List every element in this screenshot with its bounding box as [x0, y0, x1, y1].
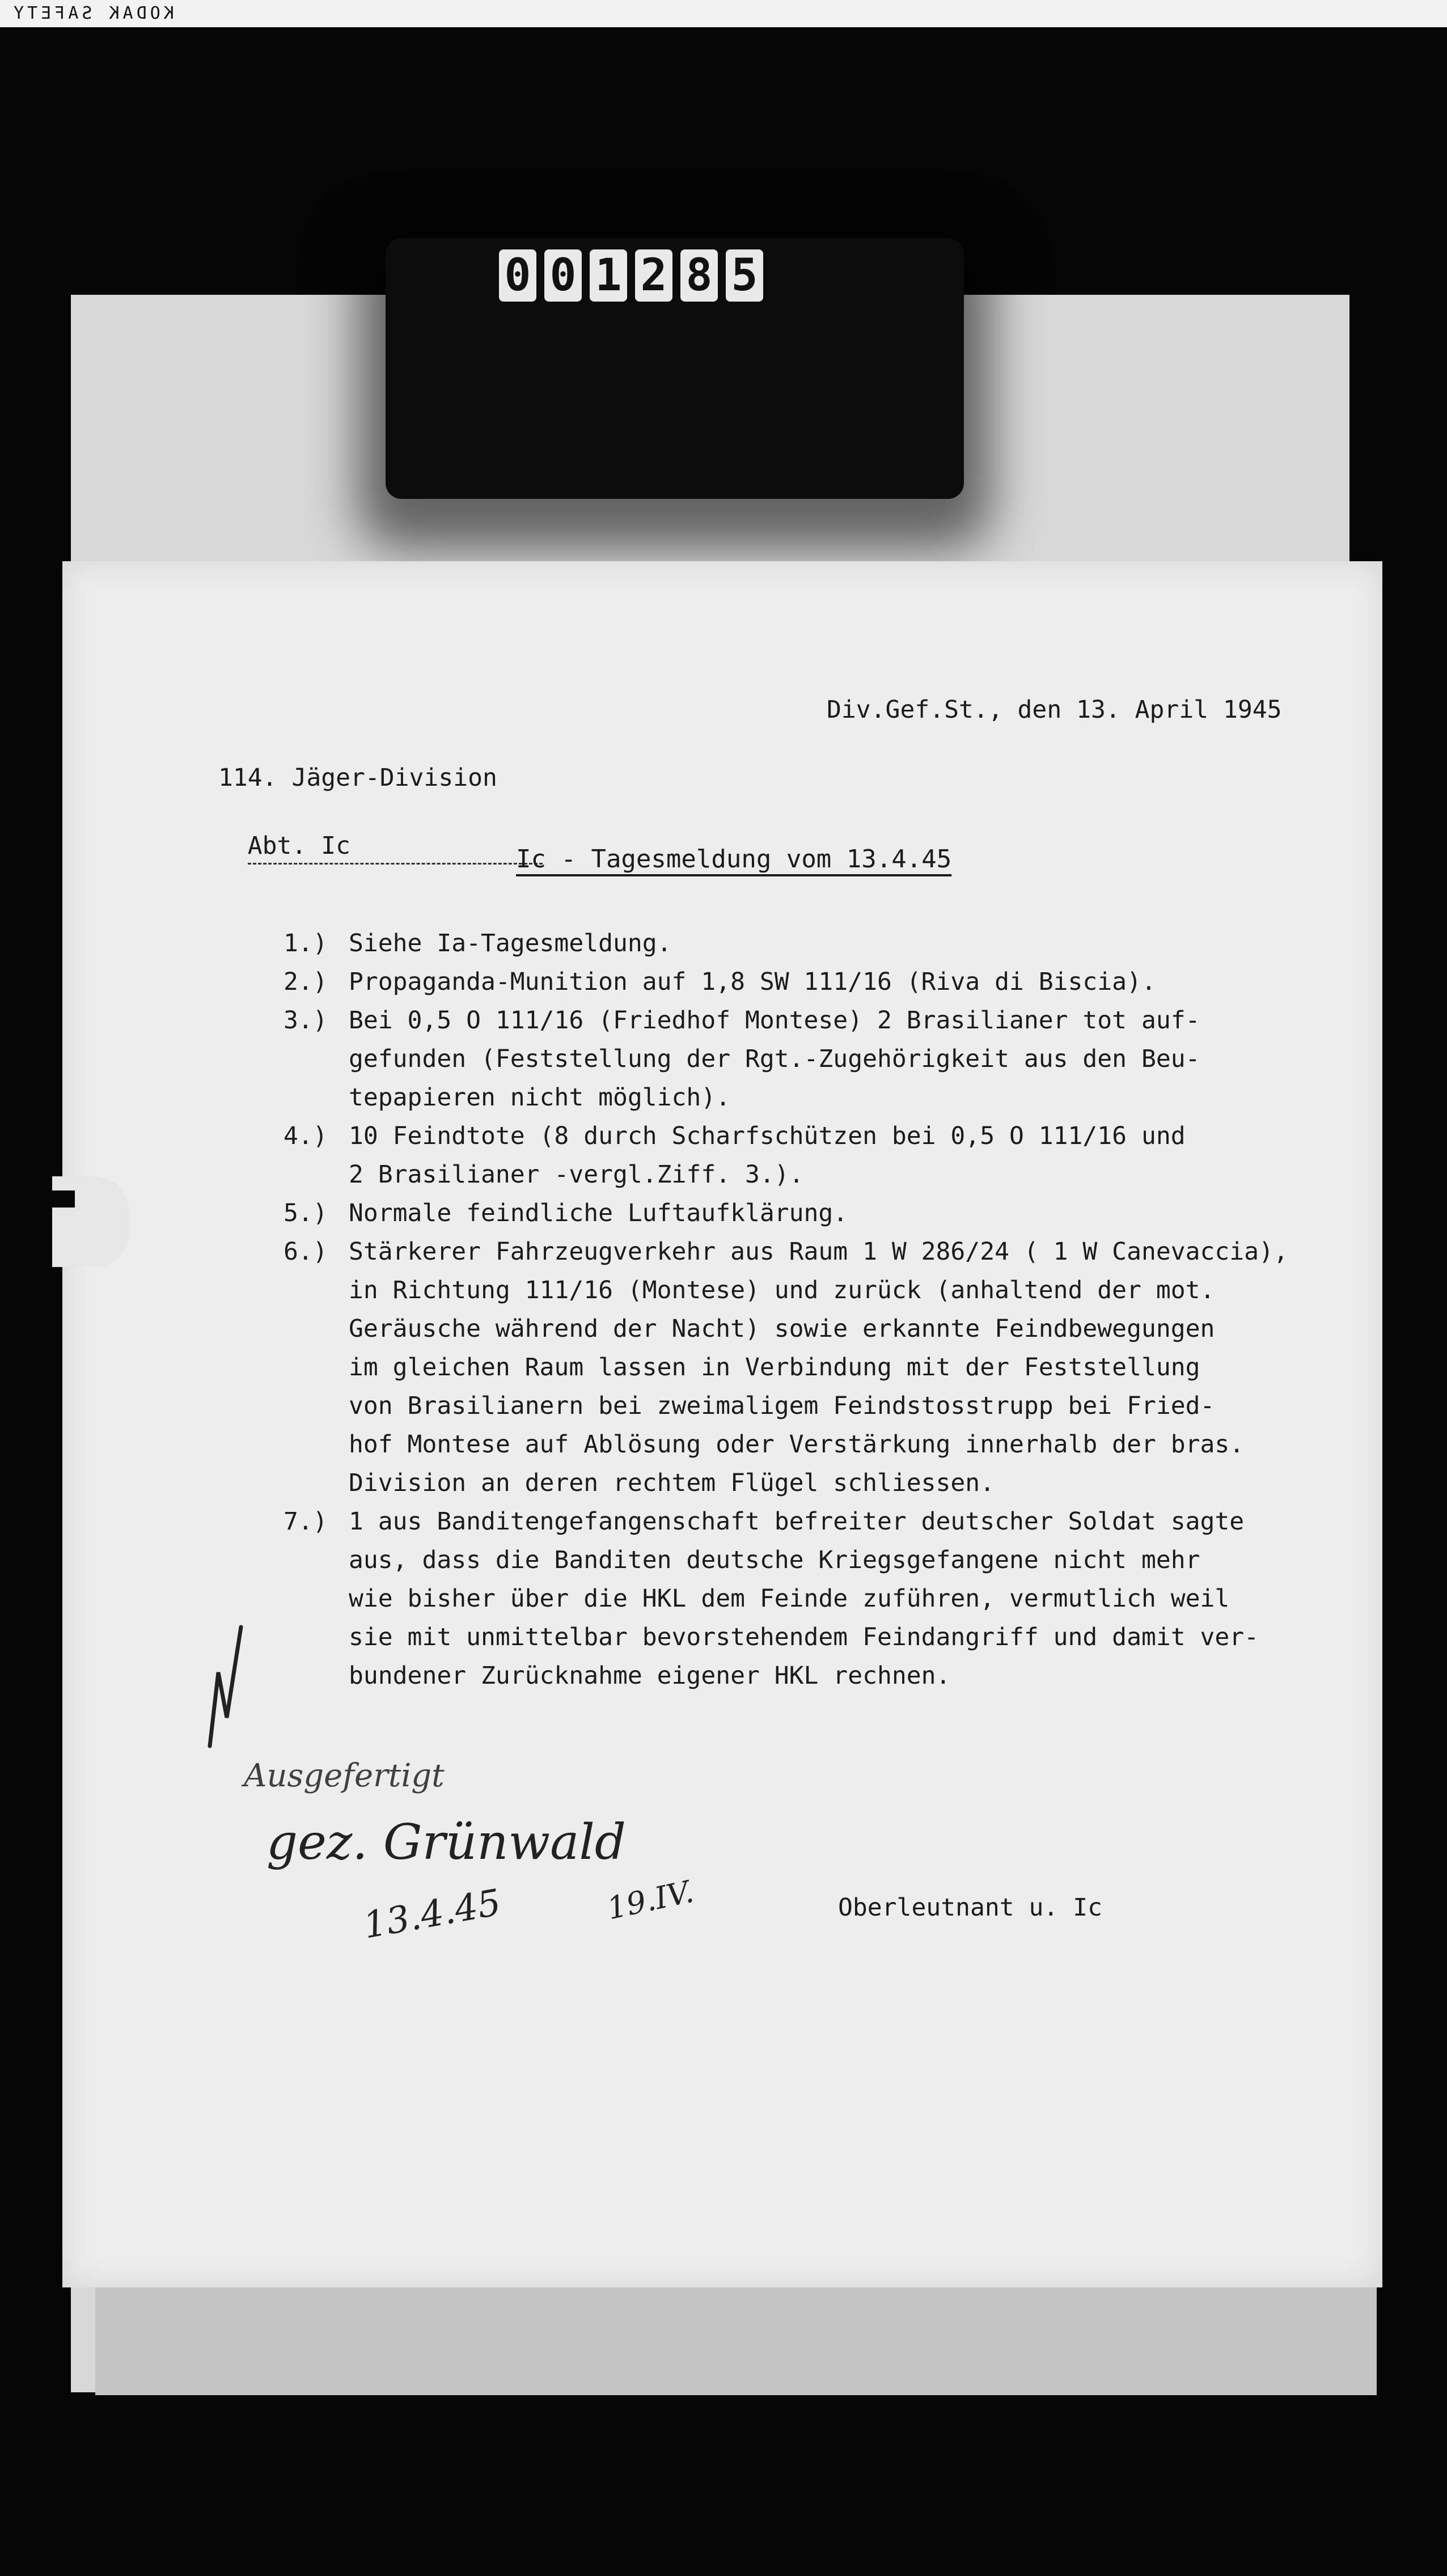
unit-name: 114. Jäger-Division: [218, 764, 497, 792]
item-number: 2.): [284, 968, 328, 996]
pen-mark-icon: [187, 1604, 255, 1757]
item-number: 5.): [284, 1199, 328, 1227]
report-item: [284, 963, 1381, 1001]
counter-digit: 0: [544, 249, 582, 302]
item-number: 3.): [284, 1006, 328, 1035]
letterhead-unit: [218, 693, 543, 865]
report-item: [284, 1194, 1381, 1232]
item-text: 1 aus Banditengefangenschaft befreiter deutscher Soldat sagte aus, dass die Banditen deutsche Kriegsgefangene nicht mehr wie bisher über die HKL dem Feinde zuführen, vermutlich weil sie mit unmittelbar bevorstehendem Feindangriff und damit ver- bundener Zurücknahme eigener HKL rechnen.: [349, 1507, 1259, 1690]
handwritten-signature: gez. Grünwald: [266, 1814, 626, 1871]
film-edge-strip: [0, 0, 1447, 27]
place-date: Div.Gef.St., den 13. April 1945: [827, 696, 1282, 724]
item-number: 6.): [284, 1238, 328, 1266]
item-text: Bei 0,5 O 111/16 (Friedhof Montese) 2 Brasilianer tot auf- gefunden (Feststellung der Rgt.-Zugehörigkeit aus den Beu- tepapieren nicht möglich).: [349, 1006, 1200, 1112]
report-item: [284, 1502, 1381, 1695]
report-item: [284, 924, 1381, 963]
report-item: [284, 1117, 1381, 1194]
item-number: 1.): [284, 929, 328, 957]
handwritten-date: 13.4.45: [360, 1882, 504, 1947]
section-name: Abt. Ic: [248, 829, 543, 865]
item-number: 4.): [284, 1122, 328, 1150]
item-number: 7.): [284, 1507, 328, 1536]
report-items: [284, 924, 1381, 1695]
paper-clip-notch: [52, 1176, 129, 1267]
film-edge-text: KODAK SAFETY: [10, 3, 174, 23]
item-text: Propaganda-Munition auf 1,8 SW 111/16 (Riva di Biscia).: [349, 968, 1156, 996]
report-item: [284, 1001, 1381, 1117]
counter-digit: 0: [499, 249, 536, 302]
counter-digit: 5: [726, 249, 763, 302]
counter-digit: 2: [635, 249, 672, 302]
signature-block: Oberleutnant u. Ic: [838, 1893, 1102, 1922]
item-text: 10 Feindtote (8 durch Scharfschützen bei 0,5 O 111/16 und 2 Brasilianer -vergl.Ziff. 3.).: [349, 1122, 1186, 1189]
document-title: Ic - Tagesmeldung vom 13.4.45: [516, 845, 952, 874]
handwritten-note-ausgefertigt: Ausgefertigt: [244, 1757, 445, 1794]
counter-digit: 8: [680, 249, 718, 302]
report-item: [284, 1232, 1381, 1502]
counter-digit: 1: [590, 249, 627, 302]
item-text: Siehe Ia-Tagesmeldung.: [349, 929, 672, 957]
item-text: Stärkerer Fahrzeugverkehr aus Raum 1 W 286/24 ( 1 W Canevaccia), in Richtung 111/16 (Montese) und zurück (anhaltend der mot. Geräusche während der Nacht) sowie erkannte Feindbewegungen im gleichen Raum lassen in Verbindung mit der Feststellung von Brasilianern bei zweimaligem Feindstosstrupp bei Fried- hof Montese auf Ablösung oder Verstärkung innerhalb der bras. Division an deren rechtem Flügel schliessen.: [349, 1238, 1288, 1497]
paper-clip-hole: [52, 1190, 75, 1208]
frame-counter: [499, 249, 763, 302]
handwritten-note-date: 19.IV.: [604, 1873, 697, 1927]
item-text: Normale feindliche Luftaufklärung.: [349, 1199, 848, 1227]
